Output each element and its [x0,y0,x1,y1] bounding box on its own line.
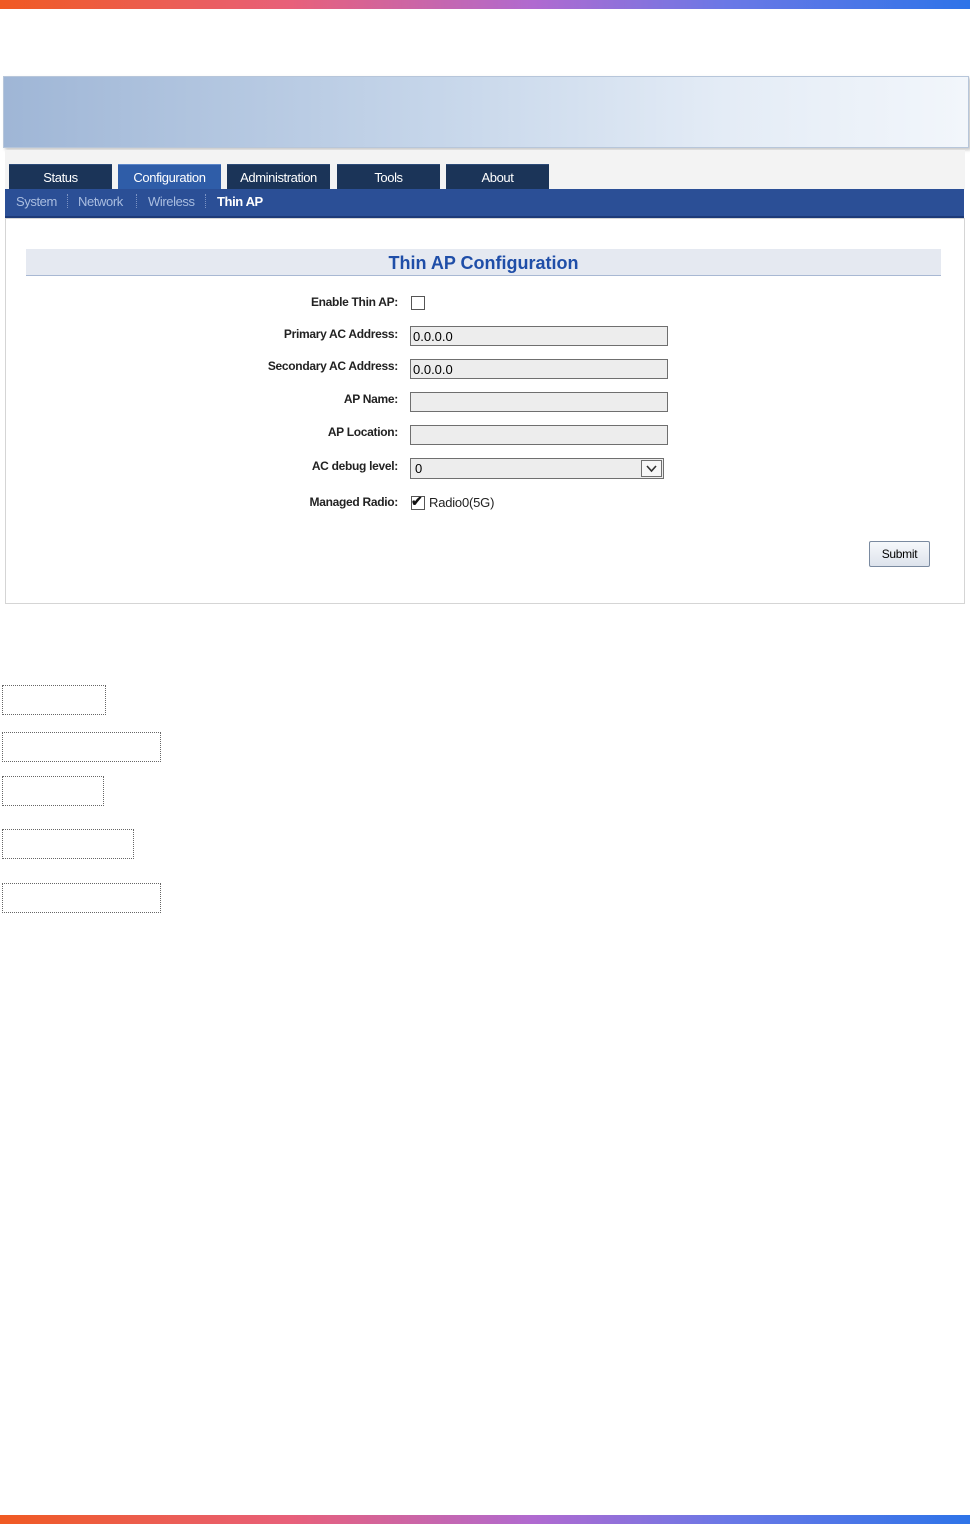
tab-about[interactable]: About [446,164,549,189]
ac-debug-level-label: AC debug level: [311,459,398,473]
enable-thin-ap-checkbox[interactable] [411,296,425,310]
header-banner [3,76,969,148]
subnav-separator [205,194,206,208]
ap-name-label: AP Name: [343,392,398,406]
tab-administration[interactable]: Administration [227,164,330,189]
subnav-wireless[interactable]: Wireless [148,194,195,209]
primary-ac-address-input[interactable] [410,326,668,346]
ap-name-input[interactable] [410,392,668,412]
submit-button[interactable]: Submit [869,541,930,567]
primary-ac-address-label: Primary AC Address: [283,327,398,341]
radio0-label: Radio0(5G) [429,495,495,510]
ac-debug-level-value: 0 [415,461,423,476]
sub-navigation [5,189,964,218]
tab-tools[interactable]: Tools [337,164,440,189]
enable-thin-ap-label: Enable Thin AP: [310,295,398,309]
empty-placeholder-box [2,829,134,859]
subnav-separator [136,194,137,208]
chevron-down-icon[interactable] [641,460,662,477]
empty-placeholder-box [2,883,161,913]
subnav-system[interactable]: System [16,194,57,209]
ap-location-label: AP Location: [327,425,398,439]
tab-configuration[interactable]: Configuration [118,164,221,189]
subnav-separator [67,194,68,208]
tab-status[interactable]: Status [9,164,112,189]
managed-radio-checkbox[interactable] [411,493,425,510]
checkmark-icon: ✔ [411,493,423,509]
ac-debug-level-select[interactable] [410,458,664,479]
subnav-network[interactable]: Network [78,194,123,209]
top-accent-bar [0,0,970,9]
empty-placeholder-box [2,776,104,806]
subnav-thin-ap[interactable]: Thin AP [217,194,263,209]
secondary-ac-address-label: Secondary AC Address: [267,359,398,373]
empty-placeholder-box [2,732,161,762]
secondary-ac-address-input[interactable] [410,359,668,379]
empty-placeholder-box [2,685,106,715]
page-title: Thin AP Configuration [388,253,579,273]
ap-location-input[interactable] [410,425,668,445]
managed-radio-label: Managed Radio: [309,495,398,509]
bottom-accent-bar [0,1515,970,1524]
